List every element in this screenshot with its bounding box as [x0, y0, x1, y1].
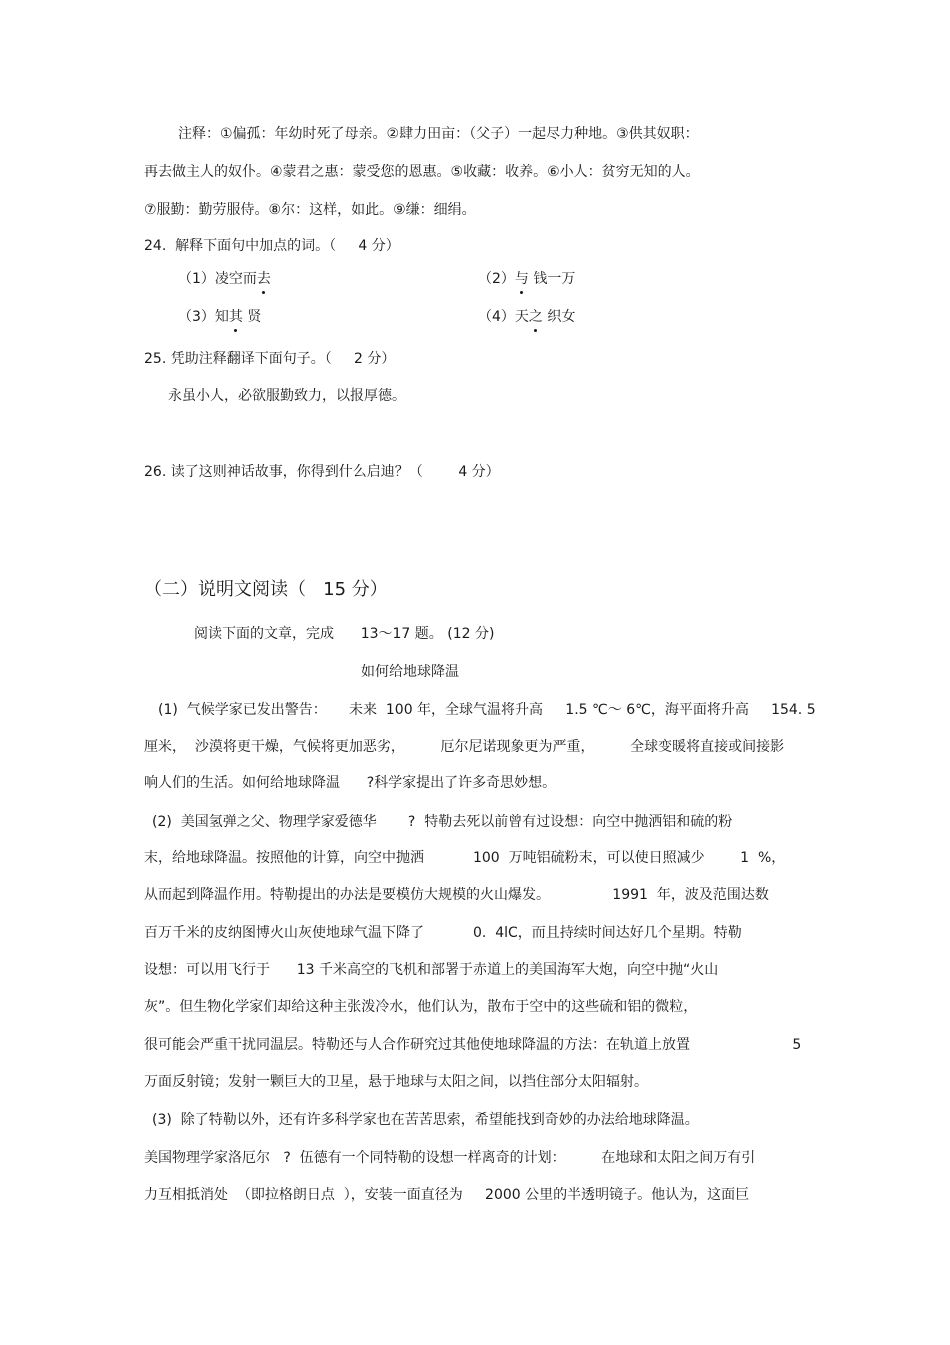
section-heading: （二）说明文阅读（ 15 分） — [144, 579, 388, 600]
dotted-word: 去 — [256, 271, 271, 287]
article-line: 力互相抵消处 （即拉格朗日点 ），安装一面直径为 2000 公里的半透明镜子。他认为，这面巨 — [144, 1187, 750, 1203]
article-line: 美国物理学家洛厄尔 ? 伍德有一个同特勒的设想一样离奇的计划： 在地球和太阳之间万有引 — [144, 1150, 756, 1166]
article-line: 很可能会严重干扰同温层。特勒还与人合作研究过其他使地球降温的方法：在轨道上放置 5 — [144, 1037, 802, 1053]
question-26-stem: 26. 读了这则神话故事，你得到什么启迪？（ 4 分） — [144, 464, 500, 480]
question-24-item-2: （2）与 钱一万 — [478, 271, 576, 287]
dotted-word: 其 — [228, 309, 243, 325]
question-24-item-1: （1）凌空而去 — [178, 271, 271, 287]
article-line: 末，给地球降温。按照他的计算，向空中抛洒 100 万吨铝硫粉末，可以使日照减少 1 %， — [144, 850, 786, 866]
article-line: 灰”。但生物化学家们却给这种主张泼冷水，他们认为，散布于空中的这些硫和铝的微粒， — [144, 999, 698, 1015]
article-line: 百万千米的皮纳图博火山灰使地球气温下降了 0. 4lC，而且持续时间达好几个星期。特勒 — [144, 925, 742, 941]
annotation-line-1: 注释：①偏孤：年幼时死了母亲。②肆力田亩：（父子）一起尽力种地。③供其奴职： — [178, 126, 699, 142]
question-25-sentence: 永虽小人，必欲服勤致力，以报厚德。 — [168, 388, 406, 404]
article-title: 如何给地球降温 — [361, 664, 459, 680]
question-24-item-3: （3）知其 贤 — [178, 309, 262, 325]
annotation-line-2: 再去做主人的奴仆。④蒙君之惠：蒙受您的恩惠。⑤收藏：收养。⑥小人：贫穷无知的人。 — [144, 164, 700, 180]
article-line: 从而起到降温作用。特勒提出的办法是要模仿大规模的火山爆发。 1991 年，波及范围达数 — [144, 887, 769, 903]
section-instruction: 阅读下面的文章，完成 13～17 题。 (12 分) — [194, 626, 495, 642]
article-line: 响人们的生活。如何给地球降温 ?科学家提出了许多奇思妙想。 — [144, 775, 557, 791]
dotted-word: 与 — [514, 271, 529, 287]
question-25-stem: 25. 凭助注释翻译下面句子。（ 2 分） — [144, 351, 396, 367]
question-24-stem: 24. 解释下面句中加点的词。（ 4 分） — [144, 238, 400, 254]
question-24-item-4: （4）天之 织女 — [478, 309, 576, 325]
article-line: 万面反射镜；发射一颗巨大的卫星，悬于地球与太阳之间，以挡住部分太阳辐射。 — [144, 1074, 648, 1090]
article-line: (1) 气候学家已发出警告： 未来 100 年，全球气温将升高 1.5 ℃～ 6℃，海平面将升高 154. 5 — [158, 702, 816, 718]
annotation-line-3: ⑦服勤：勤劳服侍。⑧尔：这样，如此。⑨缣：细绢。 — [144, 202, 476, 218]
dotted-word: 之 — [528, 309, 543, 325]
article-line: (3) 除了特勒以外，还有许多科学家也在苦苦思索，希望能找到奇妙的办法给地球降温。 — [152, 1112, 699, 1128]
article-line: 厘米， 沙漠将更干燥，气候将更加恶劣， 厄尔尼诺现象更为严重， 全球变暖将直接或间接影 — [144, 739, 785, 755]
article-line: (2) 美国氢弹之父、物理学家爱德华 ? 特勒去死以前曾有过设想：向空中抛洒铝和硫的粉 — [152, 814, 733, 830]
article-line: 设想：可以用飞行于 13 千米高空的飞机和部署于赤道上的美国海军大炮，向空中抛“火山 — [144, 962, 719, 978]
